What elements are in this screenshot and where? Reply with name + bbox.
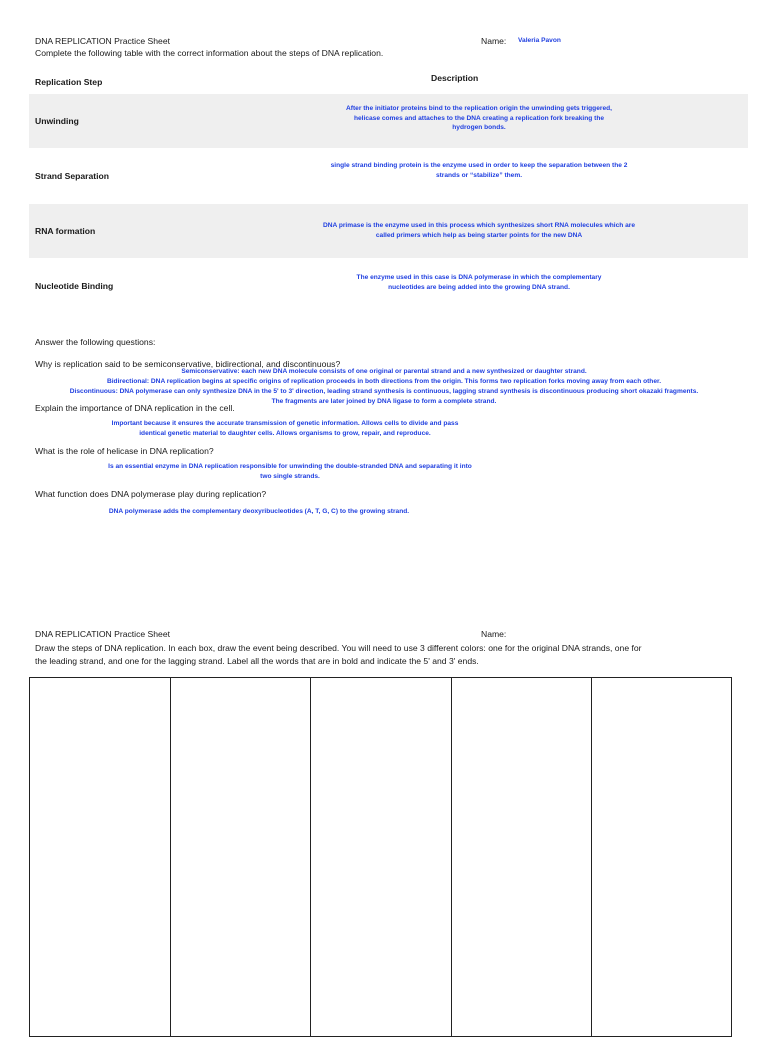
table-row [29,94,748,148]
name-label: Name: [481,629,507,639]
sheet-title: DNA REPLICATION Practice Sheet [35,36,170,46]
step-description: single strand binding protein is the enzyme used in order to keep the separation between the 2 strands or “stabilize” them. [330,162,628,179]
header-replication-step: Replication Step [35,77,103,87]
name-label: Name: [481,36,507,46]
drawing-box[interactable] [310,677,451,1037]
instructions: Draw the steps of DNA replication. In each box, draw the event being described. You will need to use 3 different colors: one for the original DNA strands, one for [35,643,642,653]
answer-text: Is an essential enzyme in DNA replication responsible for unwinding the double-stranded DNA and separating it into two single strands. [108,463,472,480]
header-description: Description [431,73,479,83]
step-label: Unwinding [35,116,79,126]
name-value: Valeria Pavon [518,37,561,44]
answer-intro: Answer the following questions: [35,337,156,347]
drawing-box[interactable] [591,677,732,1037]
step-description: After the initiator proteins bind to the replication origin the unwinding gets triggered, helicase comes and attaches to the DNA creating a replication fork breaking the hydrogen bonds. [346,105,612,131]
question-text: What function does DNA polymerase play during replication? [35,489,267,499]
step-label: RNA formation [35,226,96,236]
question-text: Why is replication said to be semiconservative, bidirectional, and discontinuous? [35,359,341,369]
step-description: The enzyme used in this case is DNA polymerase in which the complementary nucleotides are being added into the growing DNA strand. [356,274,602,291]
instructions: the leading strand, and one for the lagging strand. Label all the words that are in bold and indicate the 5' and 3' ends. [35,656,479,666]
answer-text: DNA polymerase adds the complementary deoxyribucleotides (A, T, G, C) to the growing strand. [108,508,410,515]
step-label: Nucleotide Binding [35,281,114,291]
table-row [29,204,748,258]
table-row [29,150,748,202]
answer-text: Important because it ensures the accurate transmission of genetic information. Allows cells to divide and pass identical genetic material to daughter cells. Allows organisms to grow, repair, and reproduce. [111,420,459,437]
sheet-title: DNA REPLICATION Practice Sheet [35,629,170,639]
table-row [29,260,748,314]
question-text: What is the role of helicase in DNA replication? [35,446,214,456]
question-text: Explain the importance of DNA replication in the cell. [35,403,235,413]
instructions: Complete the following table with the correct information about the steps of DNA replication. [35,48,384,58]
drawing-box[interactable] [451,677,591,1037]
step-label: Strand Separation [35,171,110,181]
step-description: DNA primase is the enzyme used in this process which synthesizes short RNA molecules which are called primers which help as being starter points for the new DNA [322,222,636,239]
drawing-box[interactable] [170,677,310,1037]
drawing-box[interactable] [29,677,170,1037]
answer-text: Semiconservative: each new DNA molecule consists of one original or parental strand and a new synthesized or daughter strand. Bidirectional: DNA replication begins at specific origins of replication proceeds in both directions from the origin. This forms two replication forks moving away from each other. Discontinuous: DNA polymerase can only synthesize DNA in the 5' to 3' direction, leading strand synthesis is continuous, lagging strand synthesis is discontinuous producing short okazaki fragments. The fragments are later joined by DNA ligase to form a complete strand. [69,368,699,405]
